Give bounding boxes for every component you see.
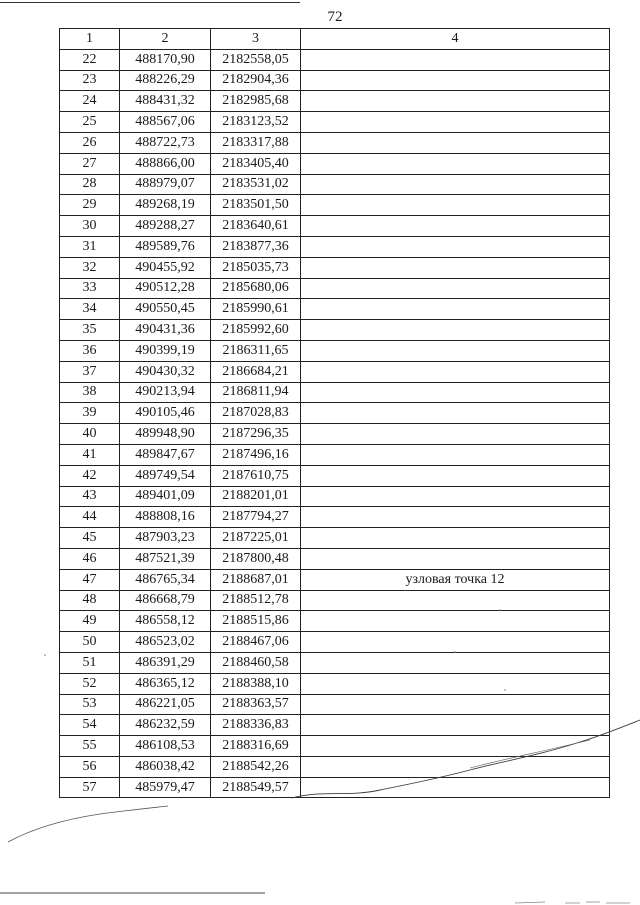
table-row	[60, 507, 610, 528]
point-number-cell: 43	[60, 486, 120, 507]
x-coordinate-cell: 489401,09	[120, 486, 211, 507]
x-coordinate-cell: 490105,46	[120, 403, 211, 424]
point-number-cell: 45	[60, 528, 120, 549]
coordinates-table	[59, 28, 610, 798]
y-coordinate-cell: 2185035,73	[211, 257, 301, 278]
table-row	[60, 112, 610, 133]
note-cell	[301, 652, 610, 673]
point-number-cell: 25	[60, 112, 120, 133]
point-number-cell: 36	[60, 340, 120, 361]
x-coordinate-cell: 486391,29	[120, 652, 211, 673]
x-coordinate-cell: 486765,34	[120, 569, 211, 590]
y-coordinate-cell: 2187496,16	[211, 444, 301, 465]
x-coordinate-cell: 490213,94	[120, 382, 211, 403]
table-row	[60, 465, 610, 486]
point-number-cell: 23	[60, 70, 120, 91]
note-cell	[301, 195, 610, 216]
x-coordinate-cell: 486221,05	[120, 694, 211, 715]
y-coordinate-cell: 2187028,83	[211, 403, 301, 424]
x-coordinate-cell: 490399,19	[120, 340, 211, 361]
note-cell	[301, 153, 610, 174]
y-coordinate-cell: 2183640,61	[211, 216, 301, 237]
x-coordinate-cell: 488226,29	[120, 70, 211, 91]
y-coordinate-cell: 2185680,06	[211, 278, 301, 299]
note-cell	[301, 278, 610, 299]
point-number-cell: 53	[60, 694, 120, 715]
table-row	[60, 340, 610, 361]
x-coordinate-cell: 486365,12	[120, 673, 211, 694]
x-coordinate-cell: 490455,92	[120, 257, 211, 278]
note-cell	[301, 174, 610, 195]
y-coordinate-cell: 2185992,60	[211, 320, 301, 341]
x-coordinate-cell: 488170,90	[120, 49, 211, 70]
y-coordinate-cell: 2185990,61	[211, 299, 301, 320]
note-cell: узловая точка 12	[301, 569, 610, 590]
table-row	[60, 195, 610, 216]
point-number-cell: 44	[60, 507, 120, 528]
point-number-cell: 30	[60, 216, 120, 237]
table-row	[60, 361, 610, 382]
x-coordinate-cell: 488808,16	[120, 507, 211, 528]
x-coordinate-cell: 490512,28	[120, 278, 211, 299]
table-row	[60, 174, 610, 195]
note-cell	[301, 611, 610, 632]
x-coordinate-cell: 486558,12	[120, 611, 211, 632]
point-number-cell: 50	[60, 632, 120, 653]
point-number-cell: 52	[60, 673, 120, 694]
note-cell	[301, 299, 610, 320]
table-row	[60, 91, 610, 112]
x-coordinate-cell: 488567,06	[120, 112, 211, 133]
note-cell	[301, 444, 610, 465]
point-number-cell: 31	[60, 236, 120, 257]
table-row	[60, 673, 610, 694]
note-cell	[301, 486, 610, 507]
table-row	[60, 694, 610, 715]
page-number: 72	[327, 9, 343, 25]
point-number-cell: 54	[60, 715, 120, 736]
y-coordinate-cell: 2183877,36	[211, 236, 301, 257]
point-number-cell: 57	[60, 777, 120, 798]
x-coordinate-cell: 486038,42	[120, 756, 211, 777]
y-coordinate-cell: 2183531,02	[211, 174, 301, 195]
note-cell	[301, 257, 610, 278]
table-row	[60, 216, 610, 237]
x-coordinate-cell: 489288,27	[120, 216, 211, 237]
point-number-cell: 46	[60, 548, 120, 569]
y-coordinate-cell: 2188542,26	[211, 756, 301, 777]
point-number-cell: 51	[60, 652, 120, 673]
x-coordinate-cell: 487903,23	[120, 528, 211, 549]
note-cell	[301, 320, 610, 341]
table-row	[60, 424, 610, 445]
note-cell	[301, 91, 610, 112]
y-coordinate-cell: 2187794,27	[211, 507, 301, 528]
y-coordinate-cell: 2188388,10	[211, 673, 301, 694]
table-row	[60, 736, 610, 757]
point-number-cell: 33	[60, 278, 120, 299]
point-number-cell: 22	[60, 49, 120, 70]
table-row	[60, 403, 610, 424]
x-coordinate-cell: 489749,54	[120, 465, 211, 486]
note-cell	[301, 49, 610, 70]
y-coordinate-cell: 2187225,01	[211, 528, 301, 549]
pen-stroke	[8, 806, 168, 842]
point-number-cell: 37	[60, 361, 120, 382]
y-coordinate-cell: 2183317,88	[211, 132, 301, 153]
table-row	[60, 382, 610, 403]
table-row	[60, 756, 610, 777]
note-cell	[301, 216, 610, 237]
note-cell	[301, 132, 610, 153]
x-coordinate-cell: 485979,47	[120, 777, 211, 798]
table-row	[60, 652, 610, 673]
table-body	[60, 49, 610, 798]
point-number-cell: 38	[60, 382, 120, 403]
point-number-cell: 35	[60, 320, 120, 341]
x-coordinate-cell: 490430,32	[120, 361, 211, 382]
y-coordinate-cell: 2186311,65	[211, 340, 301, 361]
x-coordinate-cell: 486523,02	[120, 632, 211, 653]
table-row	[60, 236, 610, 257]
point-number-cell: 34	[60, 299, 120, 320]
point-number-cell: 48	[60, 590, 120, 611]
note-cell	[301, 548, 610, 569]
x-coordinate-cell: 490550,45	[120, 299, 211, 320]
note-cell	[301, 528, 610, 549]
y-coordinate-cell: 2183501,50	[211, 195, 301, 216]
x-coordinate-cell: 489948,90	[120, 424, 211, 445]
table-row	[60, 777, 610, 798]
note-cell	[301, 715, 610, 736]
note-cell	[301, 403, 610, 424]
x-coordinate-cell: 486108,53	[120, 736, 211, 757]
x-coordinate-cell: 486232,59	[120, 715, 211, 736]
y-coordinate-cell: 2182558,05	[211, 49, 301, 70]
y-coordinate-cell: 2188201,01	[211, 486, 301, 507]
x-coordinate-cell: 488866,00	[120, 153, 211, 174]
point-number-cell: 56	[60, 756, 120, 777]
y-coordinate-cell: 2183123,52	[211, 112, 301, 133]
table-row	[60, 528, 610, 549]
y-coordinate-cell: 2188460,58	[211, 652, 301, 673]
table-row	[60, 278, 610, 299]
table-row	[60, 320, 610, 341]
point-number-cell: 24	[60, 91, 120, 112]
note-cell	[301, 361, 610, 382]
note-cell	[301, 632, 610, 653]
note-cell	[301, 112, 610, 133]
note-cell	[301, 590, 610, 611]
x-coordinate-cell: 489847,67	[120, 444, 211, 465]
table-row	[60, 70, 610, 91]
note-cell	[301, 340, 610, 361]
table-header-row	[60, 29, 610, 50]
table-row	[60, 590, 610, 611]
y-coordinate-cell: 2182985,68	[211, 91, 301, 112]
table-row	[60, 569, 610, 590]
x-coordinate-cell: 489268,19	[120, 195, 211, 216]
column-header: 4	[301, 29, 610, 50]
column-header: 1	[60, 29, 120, 50]
y-coordinate-cell: 2188515,86	[211, 611, 301, 632]
x-coordinate-cell: 486668,79	[120, 590, 211, 611]
point-number-cell: 49	[60, 611, 120, 632]
y-coordinate-cell: 2188687,01	[211, 569, 301, 590]
point-number-cell: 55	[60, 736, 120, 757]
y-coordinate-cell: 2186811,94	[211, 382, 301, 403]
point-number-cell: 26	[60, 132, 120, 153]
point-number-cell: 47	[60, 569, 120, 590]
table-row	[60, 49, 610, 70]
column-header: 3	[211, 29, 301, 50]
table-row	[60, 444, 610, 465]
table-row	[60, 715, 610, 736]
y-coordinate-cell: 2187296,35	[211, 424, 301, 445]
y-coordinate-cell: 2188467,06	[211, 632, 301, 653]
note-cell	[301, 236, 610, 257]
point-number-cell: 27	[60, 153, 120, 174]
note-cell	[301, 736, 610, 757]
y-coordinate-cell: 2187800,48	[211, 548, 301, 569]
point-number-cell: 28	[60, 174, 120, 195]
y-coordinate-cell: 2188316,69	[211, 736, 301, 757]
table-row	[60, 299, 610, 320]
y-coordinate-cell: 2186684,21	[211, 361, 301, 382]
y-coordinate-cell: 2187610,75	[211, 465, 301, 486]
note-cell	[301, 382, 610, 403]
x-coordinate-cell: 488722,73	[120, 132, 211, 153]
table-row	[60, 548, 610, 569]
y-coordinate-cell: 2182904,36	[211, 70, 301, 91]
point-number-cell: 29	[60, 195, 120, 216]
table-row	[60, 632, 610, 653]
point-number-cell: 39	[60, 403, 120, 424]
column-header: 2	[120, 29, 211, 50]
y-coordinate-cell: 2188363,57	[211, 694, 301, 715]
point-number-cell: 42	[60, 465, 120, 486]
pen-stroke	[515, 902, 630, 903]
top-rule	[0, 2, 300, 3]
y-coordinate-cell: 2188549,57	[211, 777, 301, 798]
note-cell	[301, 777, 610, 798]
x-coordinate-cell: 489589,76	[120, 236, 211, 257]
note-cell	[301, 756, 610, 777]
note-cell	[301, 424, 610, 445]
table-row	[60, 153, 610, 174]
note-cell	[301, 673, 610, 694]
note-cell	[301, 694, 610, 715]
table-row	[60, 257, 610, 278]
y-coordinate-cell: 2183405,40	[211, 153, 301, 174]
x-coordinate-cell: 488431,32	[120, 91, 211, 112]
note-cell	[301, 507, 610, 528]
y-coordinate-cell: 2188336,83	[211, 715, 301, 736]
speck	[44, 654, 46, 656]
x-coordinate-cell: 487521,39	[120, 548, 211, 569]
note-cell	[301, 465, 610, 486]
point-number-cell: 32	[60, 257, 120, 278]
note-cell	[301, 70, 610, 91]
table-row	[60, 611, 610, 632]
point-number-cell: 40	[60, 424, 120, 445]
table-row	[60, 132, 610, 153]
x-coordinate-cell: 488979,07	[120, 174, 211, 195]
point-number-cell: 41	[60, 444, 120, 465]
x-coordinate-cell: 490431,36	[120, 320, 211, 341]
table-row	[60, 486, 610, 507]
y-coordinate-cell: 2188512,78	[211, 590, 301, 611]
